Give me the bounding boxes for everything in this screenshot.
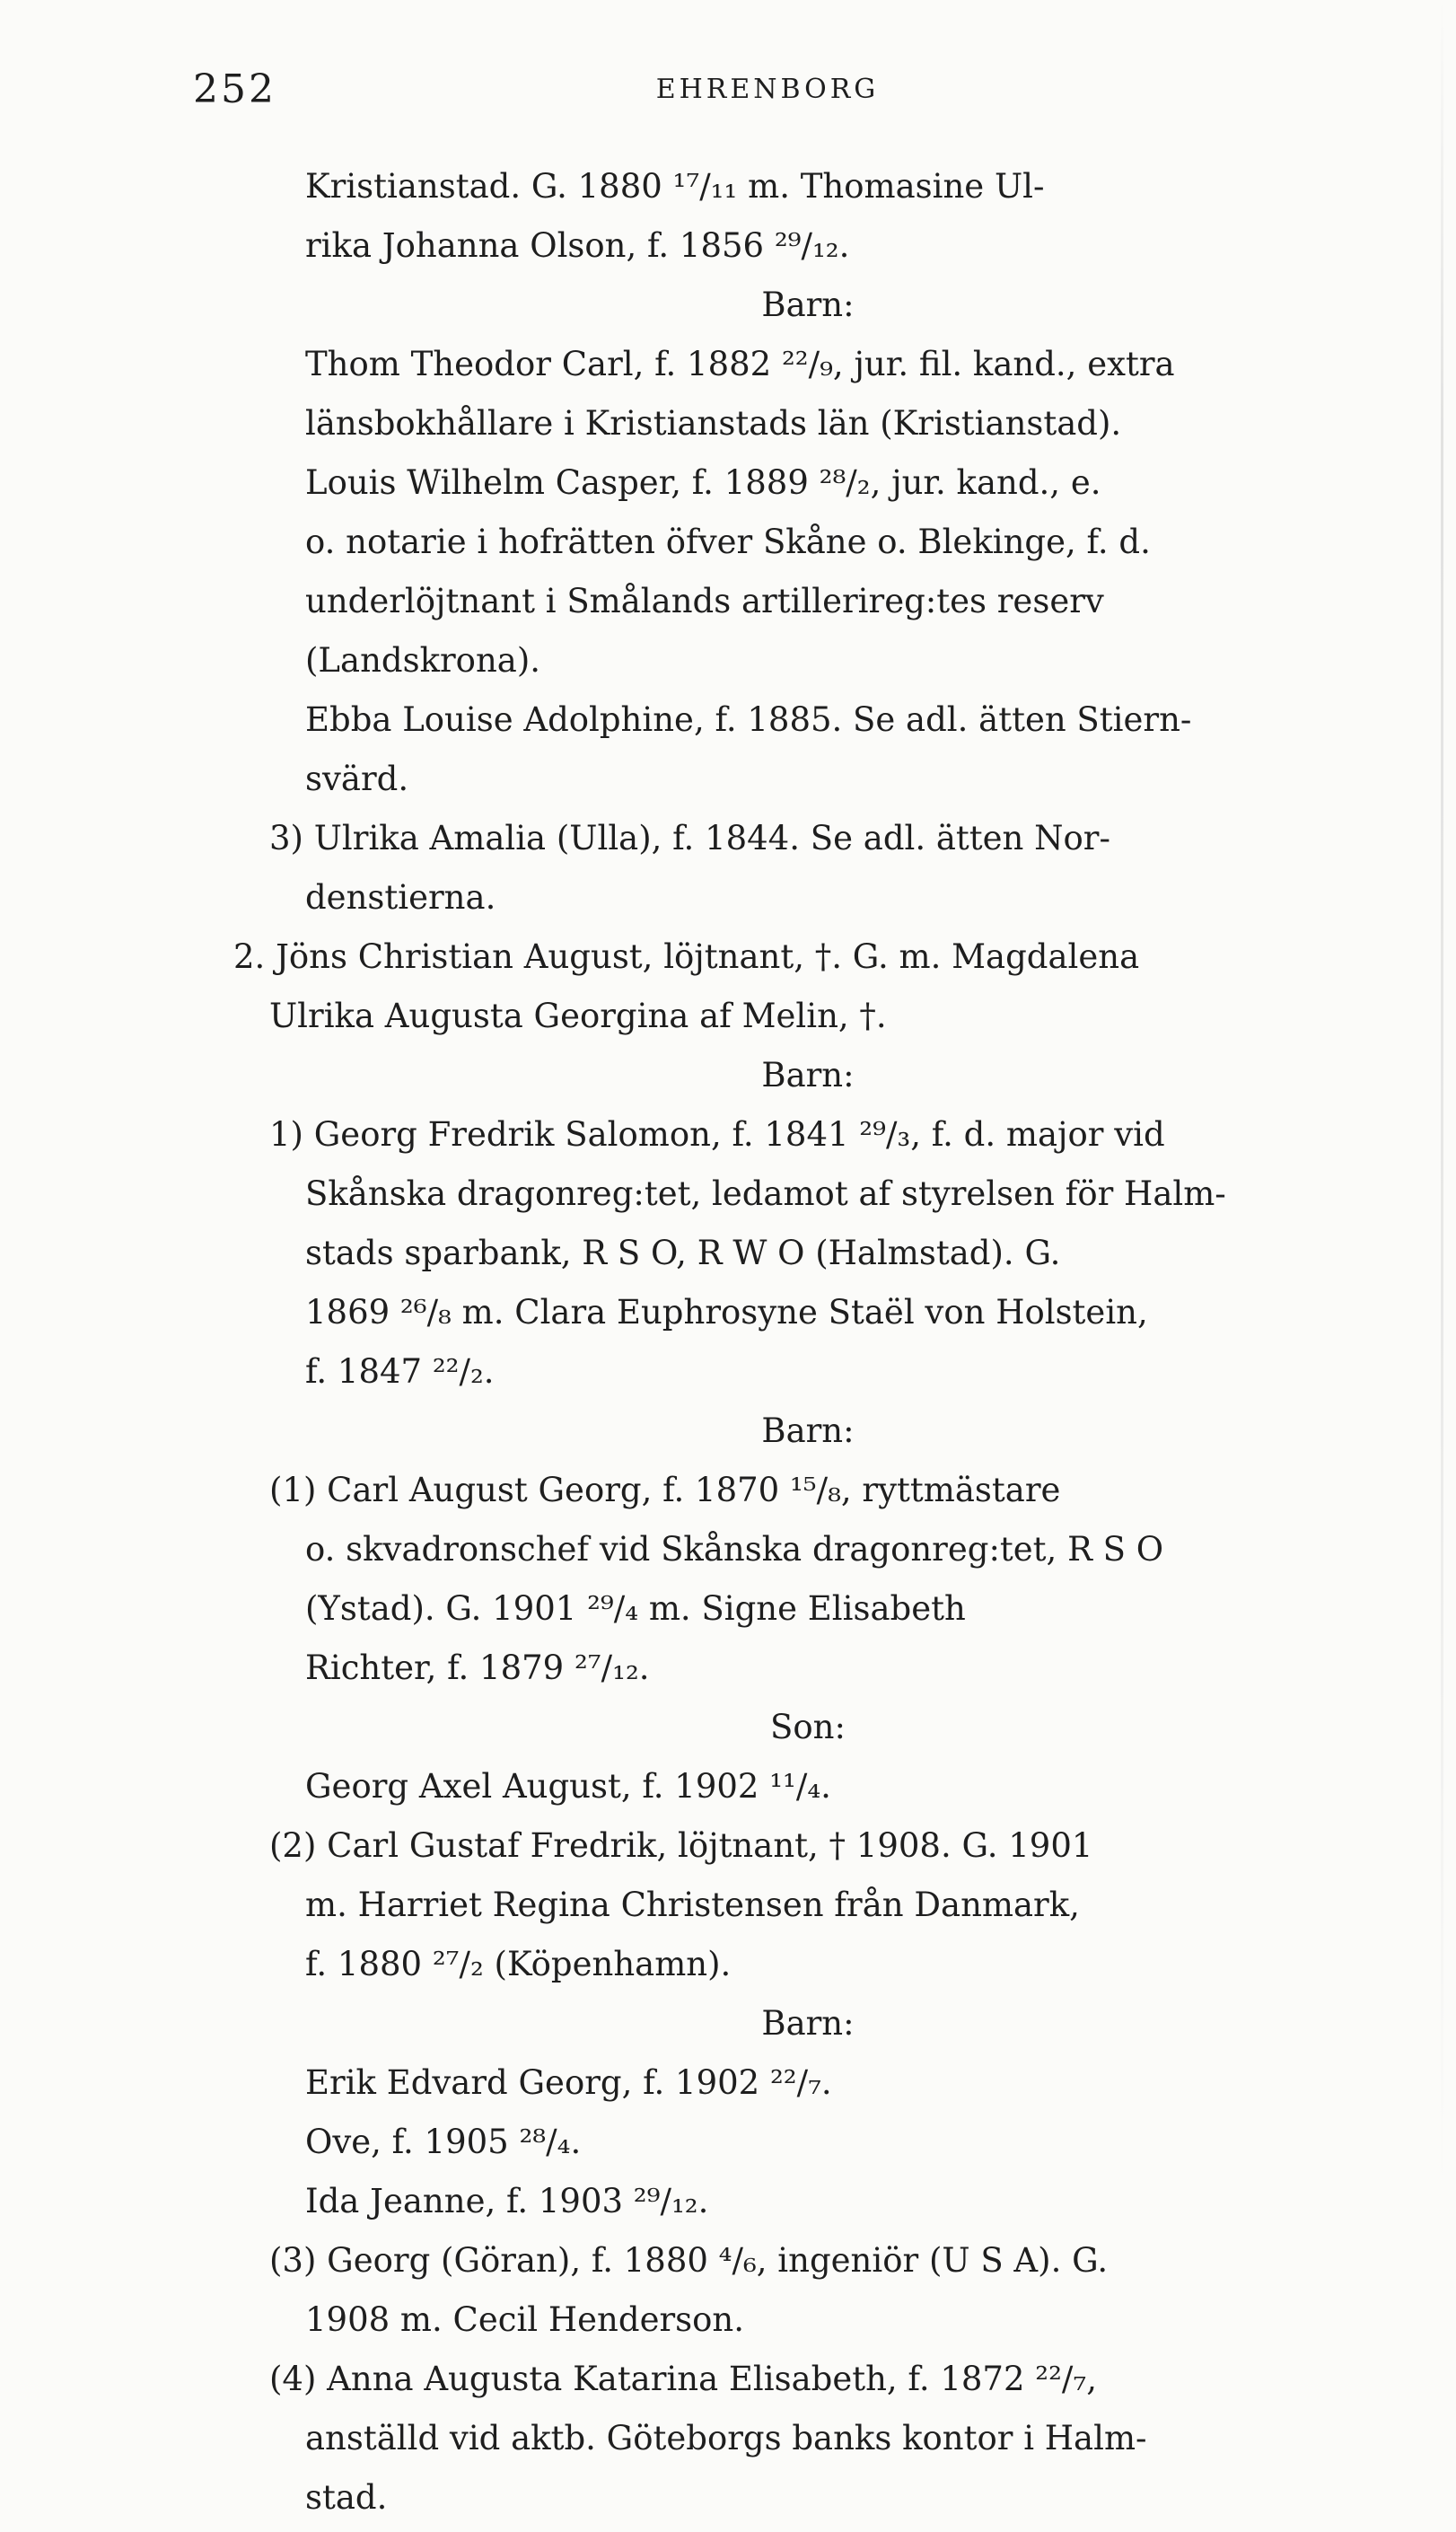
text-line: (3) Georg (Göran), f. 1880 ⁴/₆, ingeniör (U S A). G. [269, 2241, 1109, 2280]
text-line: Barn: [761, 2004, 855, 2043]
text-line: 3) Ulrika Amalia (Ulla), f. 1844. Se adl. ätten Nor- [269, 819, 1110, 857]
text-line: 1869 ²⁶/₈ m. Clara Euphrosyne Staël von Holstein, [305, 1293, 1148, 1332]
text-line: Barn: [761, 286, 855, 324]
text-line: Ida Jeanne, f. 1903 ²⁹/₁₂. [305, 2182, 709, 2220]
text-line: o. notarie i hofrätten öfver Skåne o. Blekinge, f. d. [305, 523, 1151, 561]
text-line: Barn: [761, 1411, 855, 1450]
text-line: o. skvadronschef vid Skånska dragonreg:tet, R S O [305, 1530, 1164, 1569]
text-line: (Ystad). G. 1901 ²⁹/₄ m. Signe Elisabeth [305, 1589, 966, 1628]
text-line: f. 1847 ²²/₂. [305, 1352, 495, 1391]
genealogy-text [233, 162, 1311, 2532]
text-line: svärd. [305, 760, 409, 798]
text-line: 1908 m. Cecil Henderson. [305, 2300, 745, 2339]
text-line: Ulrika Augusta Georgina af Melin, †. [269, 997, 887, 1035]
text-line: rika Johanna Olson, f. 1856 ²⁹/₁₂. [305, 226, 850, 265]
text-line: Kristianstad. G. 1880 ¹⁷/₁₁ m. Thomasine Ul- [305, 167, 1045, 206]
text-line: Barn: [761, 1056, 855, 1095]
running-head: EHRENBORG [655, 74, 880, 105]
text-line: Erik Edvard Georg, f. 1902 ²²/₇. [305, 2063, 832, 2102]
text-line: Georg Axel August, f. 1902 ¹¹/₄. [305, 1767, 831, 1806]
text-line: (4) Anna Augusta Katarina Elisabeth, f. 1872 ²²/₇, [269, 2360, 1097, 2398]
scan-edge-shadow [1441, 0, 1443, 2189]
text-line: (1) Carl August Georg, f. 1870 ¹⁵/₈, ryttmästare [269, 1471, 1061, 1509]
text-line: Son: [770, 1708, 846, 1746]
text-line: Skånska dragonreg:tet, ledamot af styrelsen för Halm- [305, 1174, 1226, 1213]
text-line: Louis Wilhelm Casper, f. 1889 ²⁸/₂, jur. kand., e. [305, 463, 1101, 502]
text-line: m. Harriet Regina Christensen från Danmark, [305, 1886, 1080, 1924]
text-line: stad. [305, 2478, 388, 2517]
text-line: 1) Georg Fredrik Salomon, f. 1841 ²⁹/₃, f. d. major vid [269, 1115, 1165, 1154]
text-line: denstierna. [305, 878, 496, 917]
page-number: 252 [193, 66, 276, 112]
text-line: underlöjtnant i Smålands artillerireg:tes reserv [305, 582, 1104, 620]
text-line: Ove, f. 1905 ²⁸/₄. [305, 2123, 582, 2161]
text-line: (2) Carl Gustaf Fredrik, löjtnant, † 1908. G. 1901 [269, 1826, 1093, 1865]
page-header [193, 66, 1306, 120]
text-line: Richter, f. 1879 ²⁷/₁₂. [305, 1648, 650, 1687]
text-line: anställd vid aktb. Göteborgs banks kontor i Halm- [305, 2419, 1147, 2457]
text-line: 2. Jöns Christian August, löjtnant, †. G. m. Magdalena [233, 937, 1140, 976]
text-line: Ebba Louise Adolphine, f. 1885. Se adl. ätten Stiern- [305, 700, 1192, 739]
text-line: f. 1880 ²⁷/₂ (Köpenhamn). [305, 1945, 732, 1983]
text-line: Thom Theodor Carl, f. 1882 ²²/₉, jur. fil. kand., extra [305, 345, 1175, 383]
text-line: stads sparbank, R S O, R W O (Halmstad). G. [305, 1234, 1061, 1272]
text-line: länsbokhållare i Kristianstads län (Kristianstad). [305, 404, 1122, 443]
text-line: (Landskrona). [305, 641, 541, 680]
